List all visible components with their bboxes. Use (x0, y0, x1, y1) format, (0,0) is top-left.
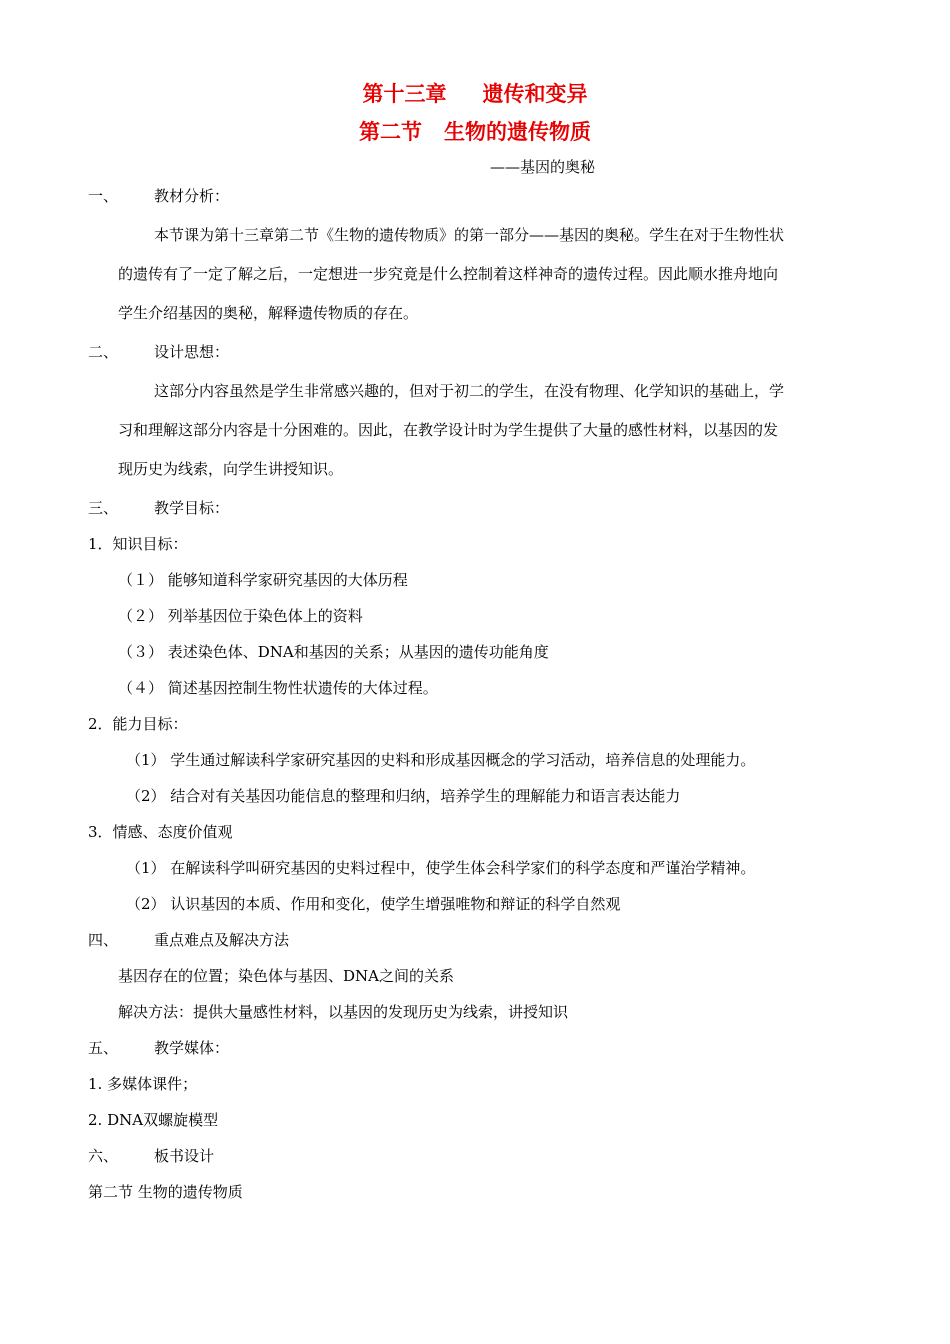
ability-goal-1: （1） 学生通过解读科学家研究基因的史料和形成基因概念的学习活动，培养信息的处理能力。 (126, 751, 756, 769)
key-points-line: 基因存在的位置；染色体与基因、DNA之间的关系 (118, 967, 454, 985)
chapter-title: 遗传和变异 (482, 82, 588, 106)
section-4-title: 重点难点及解决方法 (154, 931, 290, 949)
emotion-goal-1: （1） 在解读科学叫研究基因的史料过程中，使学生体会科学家们的科学态度和严谨治学精神。 (126, 859, 756, 877)
section-5-title: 教学媒体： (154, 1039, 230, 1057)
knowledge-goal-4: （４） 简述基因控制生物性状遗传的大体过程。 (118, 679, 438, 697)
section-1-heading (88, 185, 229, 206)
ability-goal-2: （2） 结合对有关基因功能信息的整理和归纳，培养学生的理解能力和语言表达能力 (126, 787, 681, 805)
section-2-heading (88, 341, 229, 362)
knowledge-goal-3: （３） 表述染色体、DNA和基因的关系；从基因的遗传功能角度 (118, 643, 549, 661)
emotion-goal-2: （2） 认识基因的本质、作用和变化，使学生增强唯物和辩证的科学自然观 (126, 895, 621, 913)
knowledge-goals-title: 1．知识目标： (88, 535, 188, 553)
section-4-number: 四、 (88, 931, 119, 949)
section-heading (0, 116, 950, 146)
ability-goals-title: 2．能力目标： (88, 715, 188, 733)
solution-line: 解决方法：提供大量感性材料，以基因的发现历史为线索，讲授知识 (118, 1003, 569, 1021)
section-6-heading (88, 1145, 214, 1166)
section-number: 第二节 (359, 120, 422, 144)
knowledge-goal-1: （１） 能够知道科学家研究基因的大体历程 (118, 571, 408, 589)
section-5-heading (88, 1037, 229, 1058)
board-design-line: 第二节 生物的遗传物质 (88, 1183, 243, 1201)
section-1-title: 教材分析： (154, 187, 230, 205)
chapter-heading (0, 78, 950, 108)
section-3-number: 三、 (88, 499, 119, 517)
subtitle: ——基因的奥秘 (490, 158, 596, 176)
section-2-title: 设计思想： (154, 343, 230, 361)
section-6-title: 板书设计 (154, 1147, 215, 1165)
section-1-para-line-1: 本节课为第十三章第二节《生物的遗传物质》的第一部分——基因的奥秘。学生在对于生物性状 (154, 226, 785, 244)
section-4-heading (88, 929, 289, 950)
knowledge-goal-2: （２） 列举基因位于染色体上的资料 (118, 607, 363, 625)
section-title: 生物的遗传物质 (444, 120, 591, 144)
emotion-goals-title: 3．情感、态度价值观 (88, 823, 233, 841)
section-1-number: 一、 (88, 187, 119, 205)
section-5-number: 五、 (88, 1039, 119, 1057)
section-2-number: 二、 (88, 343, 119, 361)
section-1-para-line-3: 学生介绍基因的奥秘，解释遗传物质的存在。 (118, 304, 419, 322)
section-6-number: 六、 (88, 1147, 119, 1165)
section-2-para-line-1: 这部分内容虽然是学生非常感兴趣的，但对于初二的学生，在没有物理、化学知识的基础上，学 (154, 382, 785, 400)
chapter-number: 第十三章 (362, 82, 447, 106)
section-2-para-line-3: 现历史为线索，向学生讲授知识。 (118, 460, 344, 478)
section-2-para-line-2: 习和理解这部分内容是十分困难的。因此，在教学设计时为学生提供了大量的感性材料，以基因的发 (118, 421, 779, 439)
section-3-title: 教学目标： (154, 499, 230, 517)
media-item-2: 2. DNA双螺旋模型 (88, 1111, 219, 1129)
section-3-heading (88, 497, 229, 518)
section-1-para-line-2: 的遗传有了一定了解之后，一定想进一步究竟是什么控制着这样神奇的遗传过程。因此顺水推舟地向 (118, 265, 779, 283)
media-item-1: 1. 多媒体课件； (88, 1075, 198, 1093)
